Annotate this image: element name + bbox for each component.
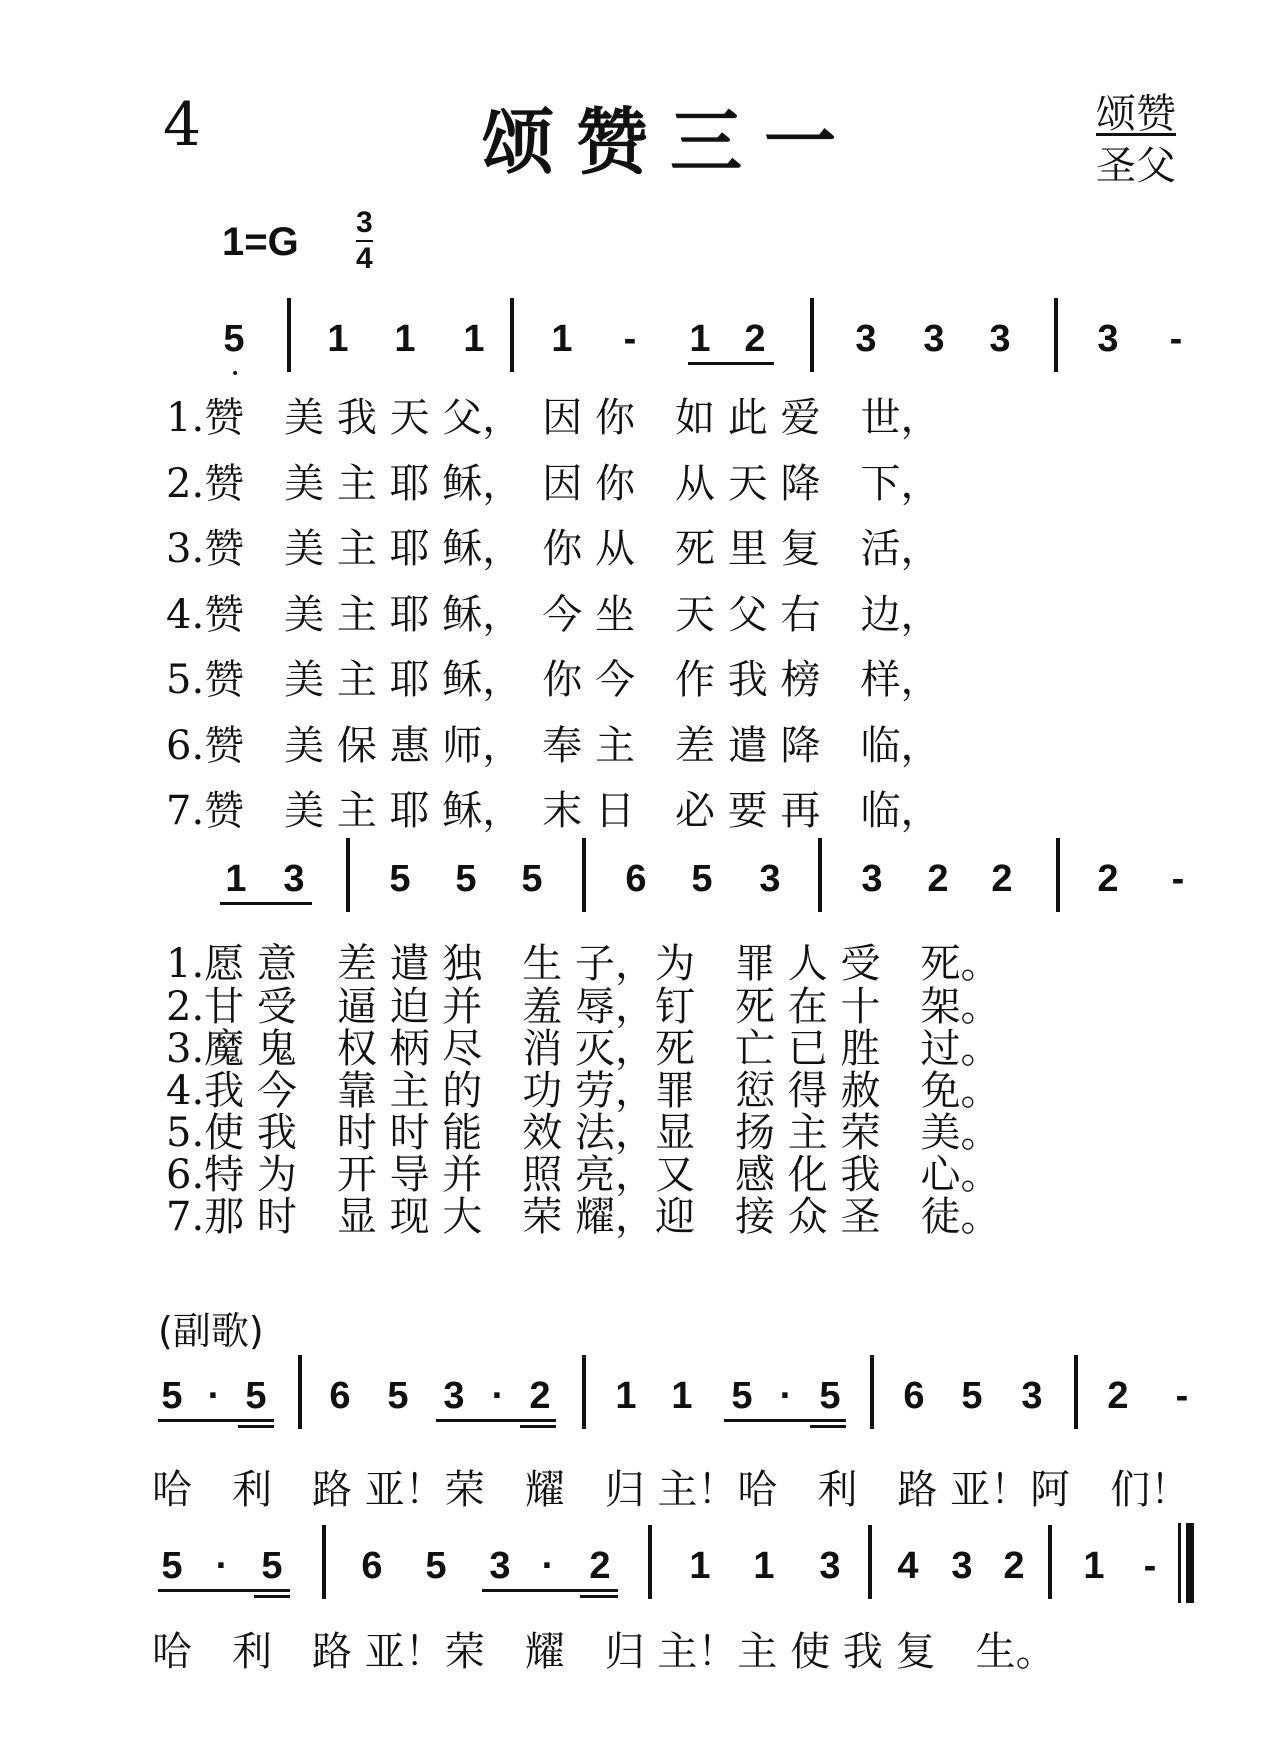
lyric-verse5: 5.赞 美 主 耶 稣， 你 今 作 我 榜 样，	[166, 657, 941, 703]
lyric-verse7: 7.赞 美 主 耶 稣， 末 日 必 要 再 临，	[166, 788, 941, 834]
note: 5	[731, 1375, 753, 1417]
note: 1	[753, 1545, 775, 1587]
dash: -	[1169, 318, 1183, 360]
dot: ·	[541, 1545, 555, 1587]
note: 1	[551, 318, 573, 360]
barline	[1056, 838, 1060, 912]
note: 5	[261, 1545, 283, 1587]
lyric-verse7: 7.那 时 显 现 大 荣 耀，迎 接 众 圣 徒。	[166, 1194, 1001, 1240]
eighth-underline	[220, 902, 312, 905]
dot: ·	[207, 1375, 221, 1417]
final-barline-thick	[1186, 1523, 1194, 1603]
lyric-verse2: 2.甘 受 逼 迫 并 羞 辱，钉 死 在 十 架。	[166, 984, 1001, 1030]
time-signature-top: 3	[356, 206, 373, 242]
note: 4	[897, 1545, 919, 1587]
note: 3	[1021, 1375, 1043, 1417]
note: 3	[1097, 318, 1119, 360]
hymn-category: 颂赞	[1096, 91, 1176, 137]
low-octave-dot: •	[231, 366, 240, 382]
note: 3	[283, 858, 305, 900]
note: 5	[161, 1545, 183, 1587]
time-signature	[356, 206, 373, 276]
barline	[298, 1355, 302, 1429]
note: 5	[387, 1375, 409, 1417]
lyric-verse4: 4.赞 美 主 耶 稣， 今 坐 天 父 右 边，	[166, 592, 941, 638]
note: 2	[1107, 1375, 1129, 1417]
dot: ·	[215, 1545, 229, 1587]
hymn-title: 颂赞三一	[482, 100, 859, 184]
note: 3	[759, 858, 781, 900]
barline	[1074, 1355, 1078, 1429]
eighth-underline	[158, 1419, 274, 1422]
note: 6	[329, 1375, 351, 1417]
barline	[810, 298, 814, 372]
note: 2	[589, 1545, 611, 1587]
key-signature: 1=G	[222, 220, 299, 264]
time-signature-bottom: 4	[356, 242, 373, 275]
note: 1	[1083, 1545, 1105, 1587]
note: 2	[1003, 1545, 1025, 1587]
note: 2	[927, 858, 949, 900]
barline	[510, 298, 514, 372]
lyric-verse6: 6.特 为 开 导 并 照 亮，又 感 化 我 心。	[166, 1152, 1001, 1198]
lyric-verse5: 5.使 我 时 时 能 效 法，显 扬 主 荣 美。	[166, 1110, 1001, 1156]
note: 5	[425, 1545, 447, 1587]
note: 5	[389, 858, 411, 900]
note: 2	[991, 858, 1013, 900]
sixteenth-underline	[810, 1425, 846, 1428]
eighth-underline	[436, 1419, 556, 1422]
note: 5	[223, 318, 245, 360]
hymn-subcategory: 圣父	[1096, 143, 1176, 189]
barline	[870, 1355, 874, 1429]
refrain-label: (副歌)	[158, 1309, 264, 1353]
note: 6	[625, 858, 647, 900]
note: 5	[245, 1375, 267, 1417]
refrain-lyric-line2: 哈 利 路 亚！荣 耀 归 主！主 使 我 复 生。	[152, 1629, 1056, 1675]
barline	[818, 838, 822, 912]
eighth-underline	[724, 1419, 846, 1422]
note: 3	[861, 858, 883, 900]
note: 1	[225, 858, 247, 900]
sixteenth-underline	[254, 1595, 290, 1598]
lyric-verse6: 6.赞 美 保 惠 师， 奉 主 差 遣 降 临，	[166, 723, 941, 769]
sixteenth-underline	[238, 1425, 274, 1428]
note: 5	[521, 858, 543, 900]
dot: ·	[779, 1375, 793, 1417]
lyric-verse2: 2.赞 美 主 耶 稣， 因 你 从 天 降 下，	[166, 461, 941, 507]
dash: -	[1171, 858, 1185, 900]
note: 3	[819, 1545, 841, 1587]
note: 5	[819, 1375, 841, 1417]
note: 3	[951, 1545, 973, 1587]
note: 3	[443, 1375, 465, 1417]
barline	[1048, 1525, 1052, 1599]
lyric-verse3: 3.魔 鬼 权 柄 尽 消 灭，死 亡 已 胜 过。	[166, 1026, 1001, 1072]
barline	[346, 838, 350, 912]
eighth-underline	[158, 1589, 290, 1592]
barline	[1054, 298, 1058, 372]
dash: -	[623, 318, 637, 360]
note: 2	[529, 1375, 551, 1417]
eighth-underline	[482, 1589, 618, 1592]
note: 5	[161, 1375, 183, 1417]
dot: ·	[491, 1375, 505, 1417]
lyric-verse3: 3.赞 美 主 耶 稣， 你 从 死 里 复 活，	[166, 526, 941, 572]
note: 1	[689, 318, 711, 360]
note: 6	[903, 1375, 925, 1417]
note: 1	[394, 318, 416, 360]
barline	[582, 838, 586, 912]
note: 3	[923, 318, 945, 360]
note: 2	[1097, 858, 1119, 900]
note: 1	[327, 318, 349, 360]
final-barline-thin	[1178, 1523, 1181, 1603]
refrain-lyric-line1: 哈 利 路 亚！荣 耀 归 主！哈 利 路 亚！阿 们！	[152, 1467, 1191, 1513]
note: 1	[615, 1375, 637, 1417]
note: 3	[855, 318, 877, 360]
note: 5	[691, 858, 713, 900]
note: 5	[961, 1375, 983, 1417]
lyric-verse4: 4.我 今 靠 主 的 功 劳，罪 愆 得 赦 免。	[166, 1068, 1001, 1114]
sixteenth-underline	[580, 1595, 618, 1598]
note: 6	[361, 1545, 383, 1587]
note: 1	[463, 318, 485, 360]
lyric-verse1: 1.赞 美 我 天 父， 因 你 如 此 爱 世，	[166, 395, 941, 441]
note: 2	[744, 318, 766, 360]
barline	[322, 1525, 326, 1599]
barline	[582, 1355, 586, 1429]
barline	[287, 298, 291, 372]
sixteenth-underline	[520, 1425, 556, 1428]
note: 1	[689, 1545, 711, 1587]
note: 1	[671, 1375, 693, 1417]
dash: -	[1143, 1545, 1157, 1587]
barline	[868, 1525, 872, 1599]
note: 5	[455, 858, 477, 900]
hymn-number: 4	[163, 90, 202, 160]
note: 3	[489, 1545, 511, 1587]
barline	[648, 1525, 652, 1599]
eighth-underline	[688, 362, 774, 365]
dash: -	[1175, 1375, 1189, 1417]
lyric-verse1: 1.愿 意 差 遣 独 生 子，为 罪 人 受 死。	[166, 941, 1001, 987]
note: 3	[989, 318, 1011, 360]
